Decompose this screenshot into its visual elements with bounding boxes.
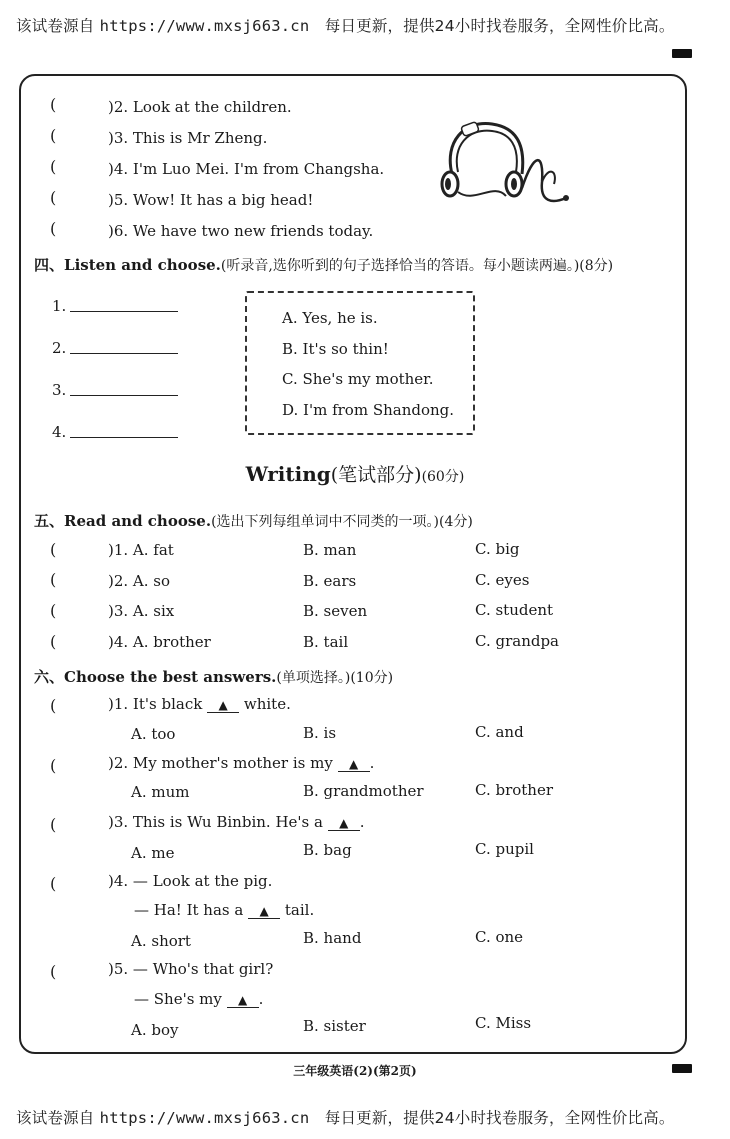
page-frame — [19, 74, 687, 1054]
section-number: 五、 — [34, 512, 65, 530]
option-b: B. man — [303, 541, 357, 559]
page-footer: 三年级英语(2)(第2页) — [293, 1064, 417, 1078]
option-a: A. me — [131, 844, 175, 862]
question-line: )5. — Who's that girl? — [108, 960, 274, 978]
answer-paren[interactable]: ( — [50, 95, 57, 114]
triangle-blank[interactable]: ▲ — [227, 993, 259, 1008]
question-number: )3. A. six — [108, 602, 175, 620]
banner-url[interactable]: https://www.mxsj663.cn — [99, 17, 310, 35]
blank-label: 4. — [52, 423, 67, 441]
triangle-blank[interactable]: ▲ — [248, 904, 280, 919]
option-item: A. Yes, he is. — [282, 309, 378, 327]
answer-paren[interactable]: ( — [50, 696, 57, 715]
writing-score: (60分) — [421, 469, 465, 485]
question-stem: )3. This is Wu Binbin. He's a — [108, 813, 323, 831]
blank-label: 2. — [52, 339, 67, 357]
option-c: C. eyes — [475, 571, 530, 589]
question-text — [134, 901, 314, 919]
answer-paren[interactable]: ( — [50, 756, 57, 775]
list-item: )5. Wow! It has a big head! — [108, 191, 314, 209]
section-6-heading — [34, 666, 393, 687]
option-c: C. brother — [475, 781, 554, 799]
question-line: )4. — Look at the pig. — [108, 872, 273, 890]
section-instruction: (选出下列每组单词中不同类的一项。)(4分) — [211, 514, 473, 530]
question-end: . — [359, 813, 365, 831]
section-instruction: (单项选择。)(10分) — [276, 670, 394, 686]
section-instruction: (听录音,选你听到的句子选择恰当的答语。每小题读两遍。)(8分) — [220, 258, 614, 274]
list-item: )4. I'm Luo Mei. I'm from Changsha. — [108, 160, 385, 178]
writing-title: Writing — [245, 462, 331, 486]
answer-line[interactable] — [70, 437, 178, 438]
answer-paren[interactable]: ( — [50, 962, 57, 981]
section-title: Listen and choose. — [64, 256, 221, 274]
question-stem: )2. My mother's mother is my — [108, 754, 333, 772]
option-b: B. is — [303, 724, 337, 742]
section-number: 六、 — [34, 668, 65, 686]
option-a: A. too — [131, 725, 176, 743]
option-c: C. grandpa — [475, 632, 560, 650]
question-text — [108, 695, 291, 713]
option-b: B. hand — [303, 929, 362, 947]
banner-prefix: 该试卷源自 — [16, 1109, 95, 1127]
banner-suffix: 每日更新，提供24小时找卷服务，全网性价比高。 — [324, 1109, 675, 1127]
option-b: B. seven — [303, 602, 368, 620]
answer-line[interactable] — [70, 311, 178, 312]
option-c: C. big — [475, 540, 520, 558]
banner-prefix: 该试卷源自 — [16, 17, 95, 35]
answer-paren[interactable]: ( — [50, 601, 57, 620]
list-item: )2. Look at the children. — [108, 98, 292, 116]
question-number: )1. A. fat — [108, 541, 174, 559]
triangle-blank[interactable]: ▲ — [338, 757, 370, 772]
option-a: A. mum — [131, 783, 190, 801]
question-text — [134, 990, 263, 1008]
section-title: Read and choose. — [64, 512, 212, 530]
question-stem: — She's my — [134, 990, 222, 1008]
list-item: )3. This is Mr Zheng. — [108, 129, 268, 147]
option-b: B. ears — [303, 572, 357, 590]
option-b: B. bag — [303, 841, 352, 859]
option-item: D. I'm from Shandong. — [282, 401, 455, 419]
option-c: C. student — [475, 601, 554, 619]
option-c: C. and — [475, 723, 524, 741]
blank-label: 3. — [52, 381, 67, 399]
section-5-heading — [34, 510, 473, 531]
question-number: )2. A. so — [108, 572, 171, 590]
answer-line[interactable] — [70, 395, 178, 396]
top-banner — [16, 14, 675, 36]
headphones-icon — [434, 112, 574, 212]
section-4-heading — [34, 254, 613, 275]
question-stem: — Ha! It has a — [134, 901, 244, 919]
writing-cn: (笔试部分) — [330, 464, 422, 486]
triangle-blank[interactable]: ▲ — [328, 816, 360, 831]
question-end: tail. — [284, 901, 315, 919]
option-a: A. short — [131, 932, 191, 950]
list-item: )6. We have two new friends today. — [108, 222, 374, 240]
banner-suffix: 每日更新，提供24小时找卷服务，全网性价比高。 — [324, 17, 675, 35]
answer-paren[interactable]: ( — [50, 188, 57, 207]
option-b: B. grandmother — [303, 782, 424, 800]
answer-paren[interactable]: ( — [50, 815, 57, 834]
section-number: 四、 — [34, 256, 65, 274]
answer-paren[interactable]: ( — [50, 219, 57, 238]
banner-url[interactable]: https://www.mxsj663.cn — [99, 1109, 310, 1127]
triangle-blank[interactable]: ▲ — [207, 698, 239, 713]
question-text — [108, 754, 374, 772]
answer-paren[interactable]: ( — [50, 632, 57, 651]
answer-paren[interactable]: ( — [50, 157, 57, 176]
option-item: B. It's so thin! — [282, 340, 389, 358]
question-text — [108, 813, 365, 831]
answer-line[interactable] — [70, 353, 178, 354]
answer-paren[interactable]: ( — [50, 570, 57, 589]
bottom-banner — [16, 1106, 675, 1128]
option-c: C. pupil — [475, 840, 534, 858]
answer-paren[interactable]: ( — [50, 126, 57, 145]
option-item: C. She's my mother. — [282, 370, 434, 388]
question-end: . — [369, 754, 375, 772]
registration-mark — [672, 49, 692, 58]
section-title: Choose the best answers. — [64, 668, 277, 686]
option-c: C. one — [475, 928, 524, 946]
option-b: B. tail — [303, 633, 349, 651]
question-end: . — [258, 990, 264, 1008]
option-c: C. Miss — [475, 1014, 532, 1032]
registration-mark — [672, 1064, 692, 1073]
question-end: white. — [243, 695, 291, 713]
question-number: )4. A. brother — [108, 633, 211, 651]
writing-heading — [0, 460, 710, 487]
blank-label: 1. — [52, 297, 67, 315]
answer-paren[interactable]: ( — [50, 874, 57, 893]
question-stem: )1. It's black — [108, 695, 203, 713]
answer-paren[interactable]: ( — [50, 540, 57, 559]
option-b: B. sister — [303, 1017, 366, 1035]
option-a: A. boy — [131, 1021, 179, 1039]
